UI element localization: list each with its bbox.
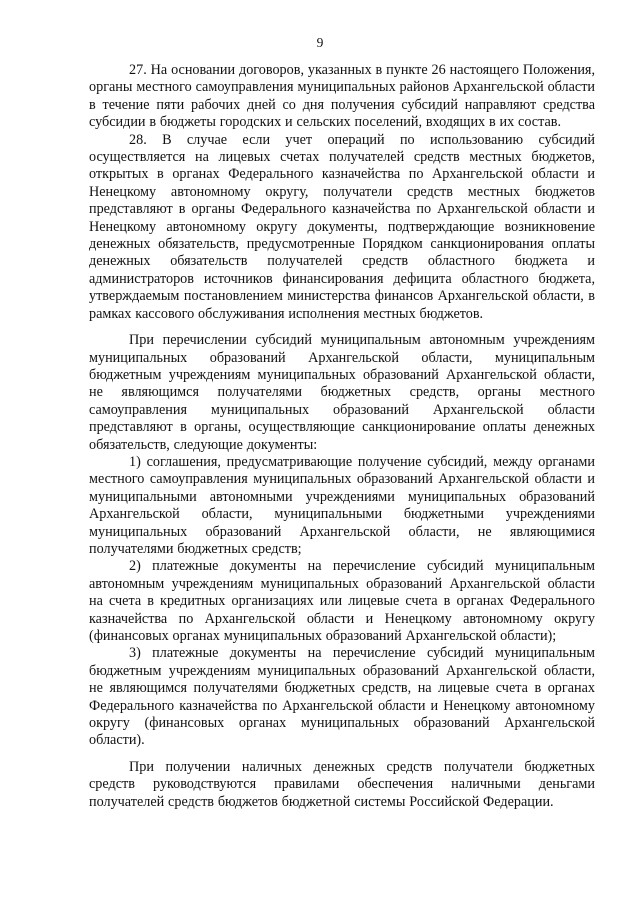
paragraph-28: 28. В случае если учет операций по использованию субсидий осуществляется на лицевых счетах получателей средств местных бюджетов, открытых в органах Федерального казначейства по Архангельской области и Ненецкому автономному округу, получатели средств местных бюджетов представляют в органы Федерального казначейства по Архангельской области и Ненецкому автономному округу документы, подтверждающие возникновение денежных обязательств, предусмотренные Порядком санкционирования оплаты денежных обязательств получателей средств областного бюджета и администраторов источников финансирования дефицита областного бюджета, утверждаемым постановлением министерства финансов Архангельской области, в рамках кассового обслуживания исполнения местных бюджетов. xyxy=(89,131,595,322)
paragraph-subsidy-transfer: При перечислении субсидий муниципальным автономным учреждениям муниципальных образований Архангельской области, муниципальным бюджетным учреждениям муниципальных образований Архангельской области, не являющимся получателями бюджетных средств, органы местного самоуправления муниципальных образований Архангельской области представляют в органы, осуществляющие санкционирование оплаты денежных обязательств, следующие документы: xyxy=(89,332,595,453)
document-body xyxy=(89,62,595,811)
page-number: 9 xyxy=(316,35,324,50)
list-item-2: 2) платежные документы на перечисление субсидий муниципальным автономным учреждениям муниципальных образований Архангельской области на счета в кредитных организациях или лицевые счета в органах Федерального казначейства по Архангельской области и Ненецкому автономному округу (финансовых органах муниципальных образований Архангельской области); xyxy=(89,558,595,644)
list-item-1: 1) соглашения, предусматривающие получение субсидий, между органами местного самоуправления муниципальных образований Архангельской области и муниципальными автономными учреждениями муниципальных образований Архангельской области, муниципальными бюджетными учреждениями муниципальных образований Архангельской области, не являющимися получателями бюджетных средств; xyxy=(89,453,595,557)
paragraph-27: 27. На основании договоров, указанных в пункте 26 настоящего Положения, органы местного самоуправления муниципальных районов Архангельской области в течение пяти рабочих дней со дня получения субсидий направляют средства субсидии в бюджеты городских и сельских поселений, входящих в их состав. xyxy=(89,62,595,131)
list-item-3: 3) платежные документы на перечисление субсидий муниципальным бюджетным учреждениям муниципальных образований Архангельской области, не являющимся получателями бюджетных средств, на лицевые счета в органах Федерального казначейства по Архангельской области и Ненецкому автономному округу (финансовых органах муниципальных образований Архангельской области). xyxy=(89,645,595,749)
paragraph-cash: При получении наличных денежных средств получатели бюджетных средств руководствуются правилами обеспечения наличными деньгами получателей средств бюджетов бюджетной системы Российской Федерации. xyxy=(89,758,595,810)
